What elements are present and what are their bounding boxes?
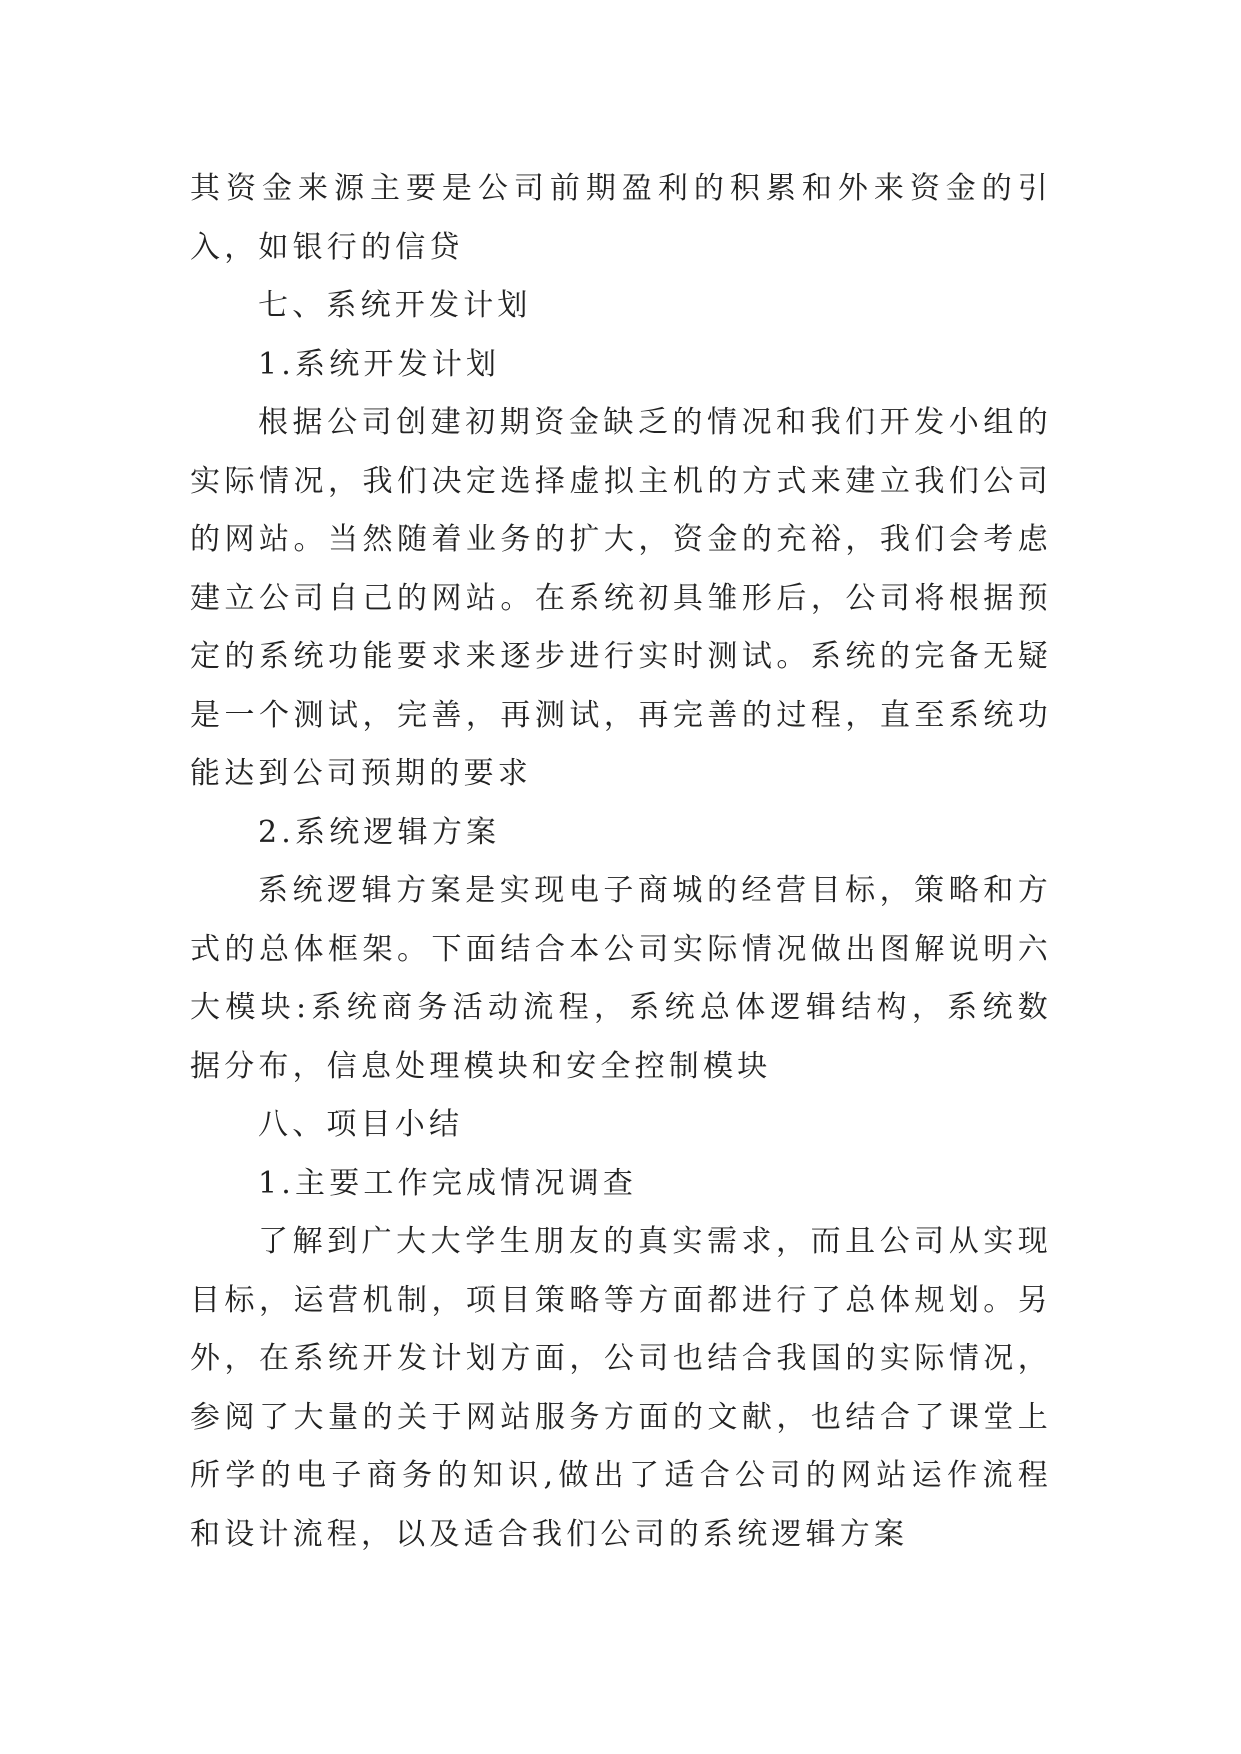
paragraph-work-summary: 了解到广大大学生朋友的真实需求，而且公司从实现目标，运营机制，项目策略等方面都进行了总体规划。另外，在系统开发计划方面，公司也结合我国的实际情况，参阅了大量的关于网站服务方面的文献，也结合了课堂上所学的电子商务的知识,做出了适合公司的网站运作流程和设计流程，以及适合我们公司的系统逻辑方案: [190, 1224, 1052, 1552]
paragraph-dev-plan: 根据公司创建初期资金缺乏的情况和我们开发小组的实际情况，我们决定选择虚拟主机的方式来建立我们公司的网站。当然随着业务的扩大，资金的充裕，我们会考虑建立公司自己的网站。在系统初具雏形后，公司将根据预定的系统功能要求来逐步进行实时测试。系统的完备无疑是一个测试，完善，再测试，再完善的过程，直至系统功能达到公司预期的要求: [190, 405, 1052, 791]
document-body: [190, 160, 1052, 1564]
heading-work-summary: 1.主要工作完成情况调查: [258, 1165, 638, 1201]
paragraph-logic-plan: 系统逻辑方案是实现电子商城的经营目标，策略和方式的总体框架。下面结合本公司实际情况做出图解说明六大模块:系统商务活动流程，系统总体逻辑结构，系统数据分布，信息处理模块和安全控制模块: [190, 873, 1052, 1084]
heading-section-8: 八、项目小结: [258, 1107, 464, 1142]
paragraph-funding-source: 其资金来源主要是公司前期盈利的积累和外来资金的引入，如银行的信贷: [190, 171, 1052, 265]
heading-section-7: 七、系统开发计划: [258, 288, 532, 323]
heading-dev-plan: 1.系统开发计划: [258, 346, 501, 382]
heading-logic-plan: 2.系统逻辑方案: [258, 814, 501, 850]
